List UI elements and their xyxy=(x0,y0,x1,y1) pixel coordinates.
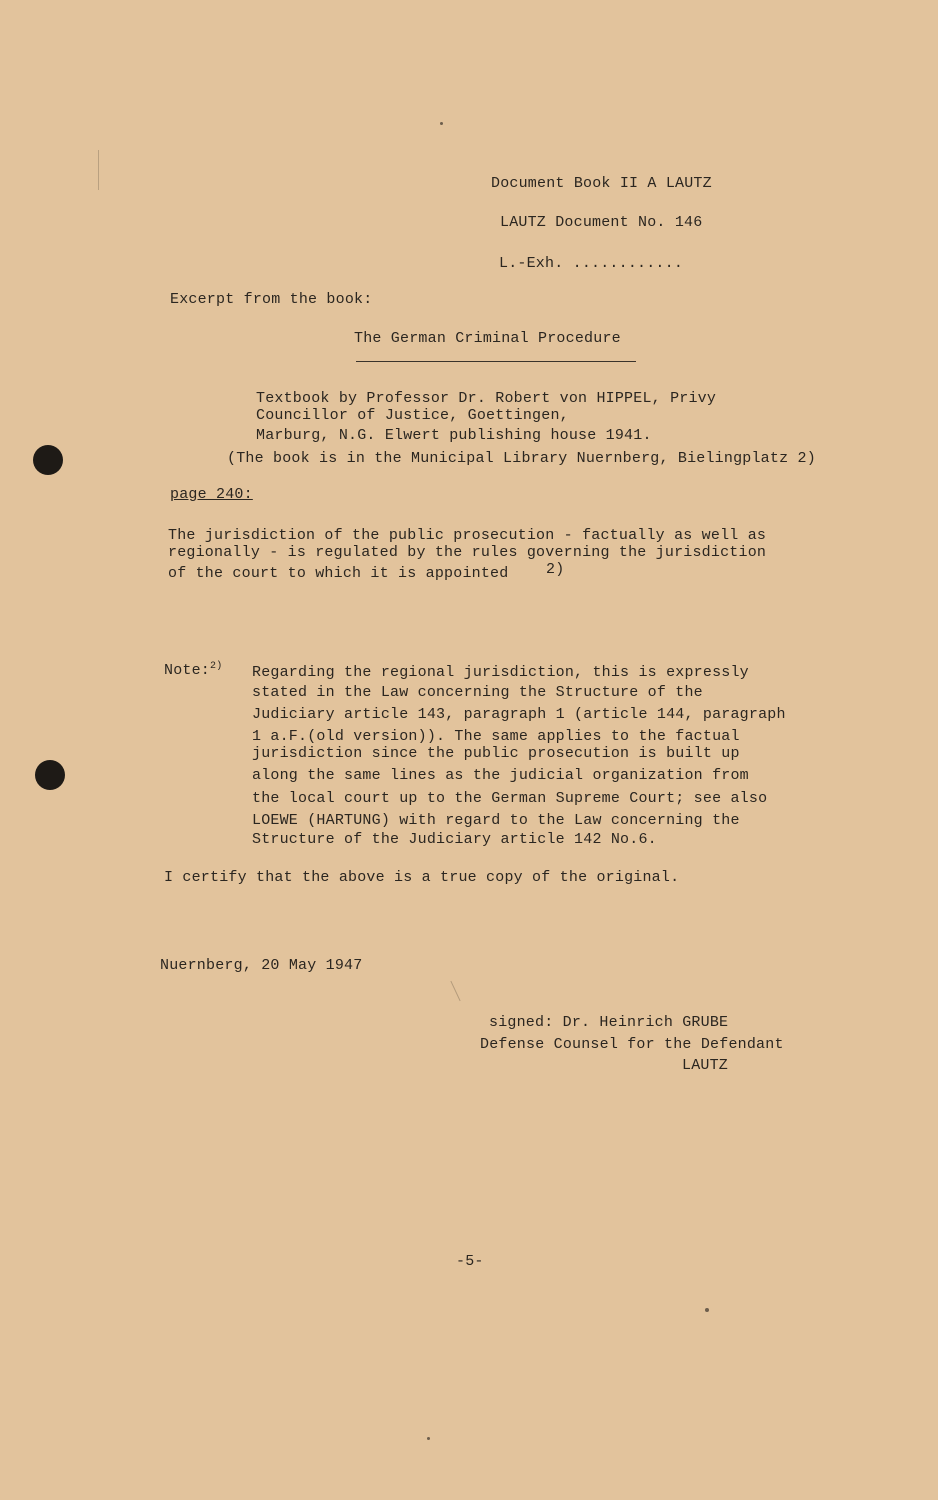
signature-line: signed: Dr. Heinrich GRUBE xyxy=(489,1014,729,1031)
paragraph-line: The jurisdiction of the public prosecution - factually as well as xyxy=(168,527,767,544)
signature-role: Defense Counsel for the Defendant xyxy=(480,1036,784,1053)
document-book-label: Document Book II A LAUTZ xyxy=(491,175,712,192)
page-number: -5- xyxy=(456,1253,484,1270)
page-reference: page 240: xyxy=(170,486,253,503)
note-line: the local court up to the German Supreme Court; see also xyxy=(252,790,768,807)
paper-speck xyxy=(450,981,460,1001)
book-title: The German Criminal Procedure xyxy=(354,330,621,347)
note-label-text: Note: xyxy=(164,662,211,679)
note-line: Regarding the regional jurisdiction, this is expressly xyxy=(252,664,749,681)
excerpt-intro: Excerpt from the book: xyxy=(170,291,373,308)
note-line: LOEWE (HARTUNG) with regard to the Law concerning the xyxy=(252,812,740,829)
note-mark: 2) xyxy=(210,661,223,672)
paper-speck xyxy=(98,150,99,190)
note-line: stated in the Law concerning the Structure of the xyxy=(252,684,703,701)
note-line: 1 a.F.(old version)). The same applies to the factual xyxy=(252,728,740,745)
note-line: along the same lines as the judicial organization from xyxy=(252,767,749,784)
place-date: Nuernberg, 20 May 1947 xyxy=(160,957,363,974)
paper-speck xyxy=(427,1437,430,1440)
citation-line: (The book is in the Municipal Library Nuernberg, Bielingplatz 2) xyxy=(227,450,816,467)
signature-defendant: LAUTZ xyxy=(682,1057,729,1074)
note-line: Judiciary article 143, paragraph 1 (article 144, paragraph xyxy=(252,706,786,723)
note-line: jurisdiction since the public prosecution is built up xyxy=(252,745,740,762)
title-rule xyxy=(356,361,636,362)
paragraph-line: of the court to which it is appointed xyxy=(168,565,509,582)
paper-speck xyxy=(705,1308,709,1312)
paragraph-line: regionally - is regulated by the rules governing the jurisdiction xyxy=(168,544,767,561)
citation-line: Councillor of Justice, Goettingen, xyxy=(256,407,569,424)
document-number-label: LAUTZ Document No. 146 xyxy=(500,214,703,231)
paper-speck xyxy=(440,122,443,125)
punch-hole-top xyxy=(33,445,63,475)
punch-hole-bottom xyxy=(35,760,65,790)
note-label xyxy=(164,662,222,679)
citation-line: Textbook by Professor Dr. Robert von HIPPEL, Privy xyxy=(256,390,717,407)
exhibit-label: L.-Exh. ............ xyxy=(499,255,684,272)
certification-statement: I certify that the above is a true copy of the original. xyxy=(164,869,680,886)
citation-line: Marburg, N.G. Elwert publishing house 1941. xyxy=(256,427,652,444)
paragraph-footnote-mark: 2) xyxy=(546,561,565,578)
note-line: Structure of the Judiciary article 142 No.6. xyxy=(252,831,657,848)
